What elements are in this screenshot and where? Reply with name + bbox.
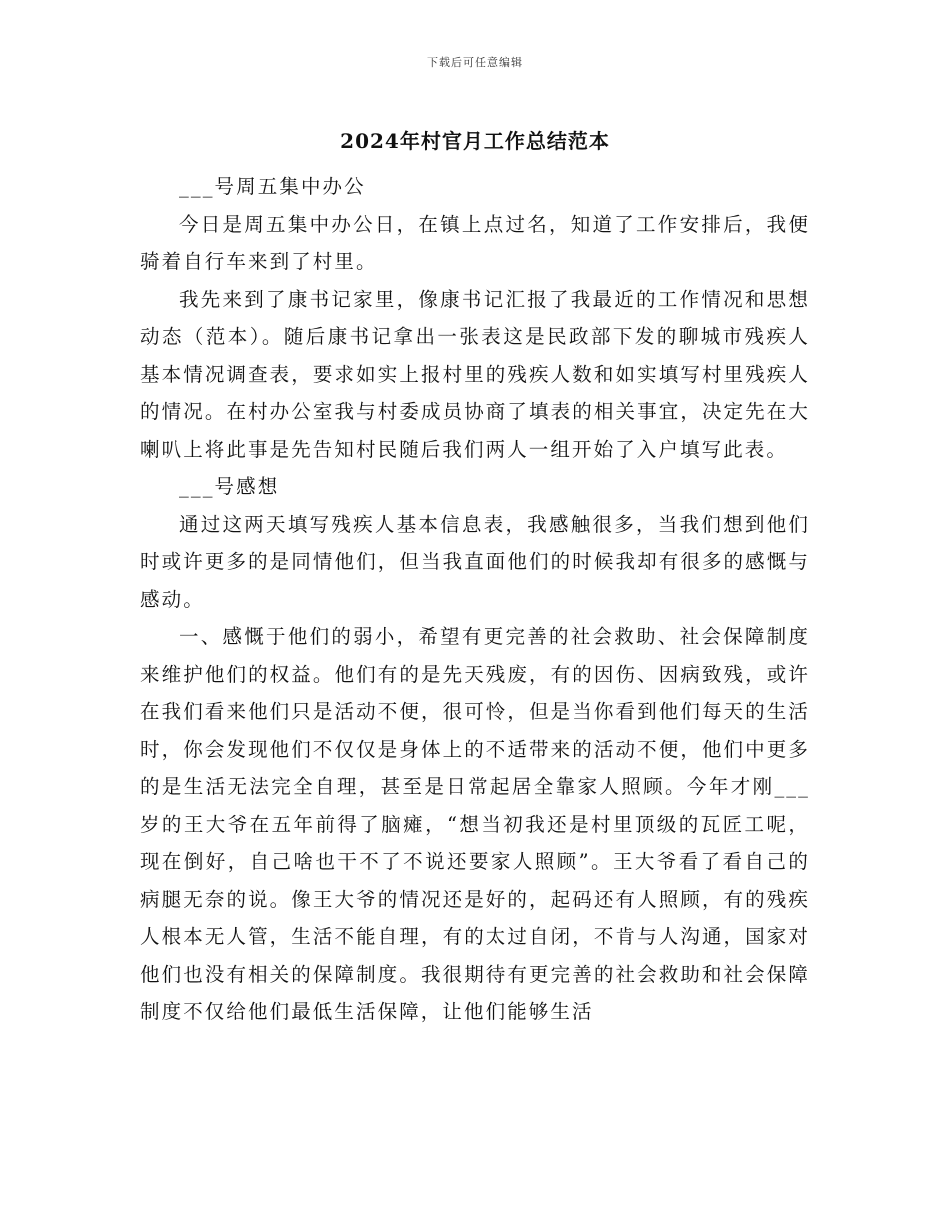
- paragraph-date-thoughts: ___号感想: [179, 475, 280, 498]
- paragraph-secretary-report: 我先来到了康书记家里，像康书记汇报了我最近的工作情况和思想动态（范本）。随后康书记拿出一张表这是民政部下发的聊城市残疾人基本情况调查表，要求如实上报村里的残疾人数和如实填写村里残疾人的情况。在村办公室我与村委成员协商了填表的相关事宜，决定先在大喇叭上将此事是先告知村民随后我们两人一组开始了入户填写此表。: [140, 287, 810, 461]
- document-body: [140, 168, 810, 1031]
- paragraph-feelings: 通过这两天填写残疾人基本信息表，我感触很多，当我们想到他们时或许更多的是同情他们，但当我直面他们的时候我却有很多的感慨与感动。: [140, 512, 810, 611]
- download-note: 下载后可任意编辑: [427, 56, 523, 69]
- paragraph-point-one: 一、感慨于他们的弱小，希望有更完善的社会救助、社会保障制度来维护他们的权益。他们有的是先天残废，有的因伤、因病致残，或许在我们看来他们只是活动不便，很可怜，但是当你看到他们每天的生活时，你会发现他们不仅仅是身体上的不适带来的活动不便，他们中更多的是生活无法完全自理，甚至是日常起居全靠家人照顾。今年才刚___岁的王大爷在五年前得了脑瘫，“想当初我还是村里顶级的瓦匠工呢，现在倒好，自己啥也干不了不说还要家人照顾”。王大爷看了看自己的病腿无奈的说。像王大爷的情况还是好的，起码还有人照顾，有的残疾人根本无人管，生活不能自理，有的太过自闭，不肯与人沟通，国家对他们也没有相关的保障制度。我很期待有更完善的社会救助和社会保障制度不仅给他们最低生活保障，让他们能够生活: [140, 625, 810, 1023]
- paragraph-office-day: 今日是周五集中办公日，在镇上点过名，知道了工作安排后，我便骑着自行车来到了村里。: [140, 212, 810, 273]
- paragraph-date-friday: ___号周五集中办公: [179, 175, 366, 198]
- document-title: 2024年村官月工作总结范本: [340, 129, 610, 153]
